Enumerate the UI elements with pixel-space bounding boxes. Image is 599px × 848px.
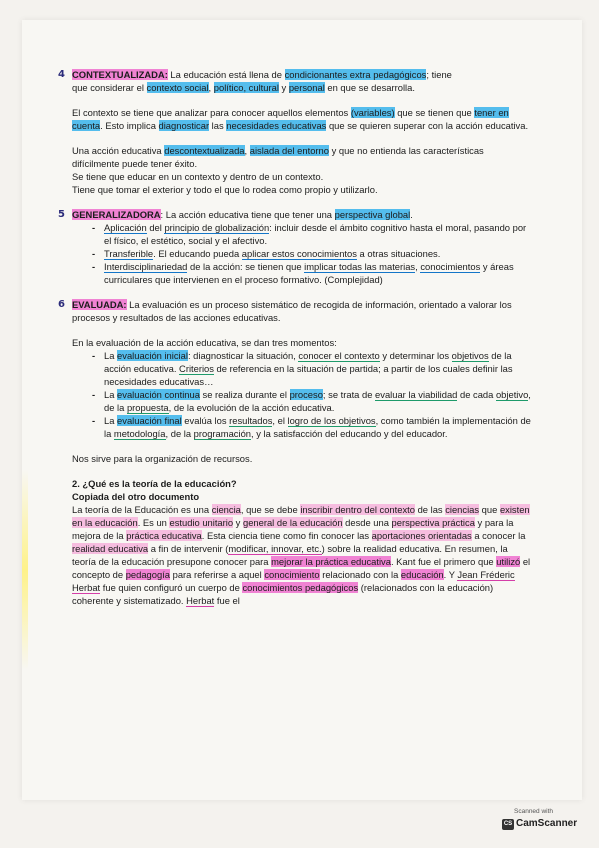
list-item: [104, 414, 532, 440]
text-segment: Una acción educativa: [72, 145, 165, 156]
text-segment: (relacionados con la educación) coherente y sistematizado.: [72, 582, 494, 606]
underlined-text: Jean Fréderic Herbat: [72, 569, 515, 593]
text-segment: y: [233, 517, 243, 528]
text-segment: y: [278, 82, 289, 93]
underlined-text: principio de globalización: [164, 222, 270, 233]
text-segment: y áreas curriculares que intervienen en el proceso formativo. (Complejidad): [104, 261, 514, 285]
list-item: [104, 247, 532, 260]
section-subheading: Copiada del otro documento: [72, 491, 200, 502]
highlighted-text: diagnosticar: [158, 120, 210, 131]
text-segment: ) sobre la realidad educativa. En resumen, la teoría de la educación presupone conocer para: [72, 543, 508, 567]
underlined-text: objetivo: [495, 389, 529, 400]
list-item: [104, 260, 532, 286]
section-line: [72, 68, 532, 81]
text-segment: de cada: [457, 389, 496, 400]
highlighted-text: condicionantes extra pedagógicos: [284, 69, 427, 80]
text-segment: : diagnosticar la situación,: [187, 350, 299, 361]
text-segment: , el: [272, 415, 288, 426]
underlined-text: objetivos: [451, 350, 489, 361]
watermark-name: CamScanner: [516, 818, 578, 829]
text-segment: , de la: [165, 428, 194, 439]
text-segment: El contexto se tiene que analizar para conocer aquellos elementos: [72, 107, 351, 118]
text-segment: La: [104, 389, 118, 400]
text-segment: a conocer la: [471, 530, 526, 541]
paragraph: Se tiene que educar en un contexto y dentro de un contexto.: [72, 171, 324, 182]
text-segment: ,: [208, 82, 214, 93]
text-segment: , que se debe: [240, 504, 301, 515]
highlighted-text: tener en cuenta: [72, 107, 509, 131]
text-segment: La: [104, 350, 118, 361]
text-segment: ,: [415, 261, 421, 272]
highlighted-text: estudio unitario: [169, 517, 234, 528]
highlighted-text: proceso: [289, 389, 323, 400]
text-segment: de las: [414, 504, 446, 515]
text-segment: , de la: [104, 389, 531, 413]
section-keyword: EVALUADA:: [72, 299, 127, 310]
text-segment: . Y: [443, 569, 458, 580]
text-segment: ,: [244, 145, 250, 156]
section-evaluada: [58, 298, 532, 324]
text-segment: en que se desarrolla.: [324, 82, 415, 93]
text-segment: que se quieren superar con la acción educativa.: [326, 120, 529, 131]
highlighted-text: mejorar la práctica educativa: [271, 556, 391, 567]
highlighted-text: evaluación inicial: [117, 350, 188, 361]
highlighted-text: educación: [400, 569, 444, 580]
text-segment: y que no entienda las características difícilmente puede tener éxito.: [72, 145, 484, 169]
section-keyword: CONTEXTUALIZADA:: [72, 69, 168, 80]
highlighted-text: perspectiva global: [334, 209, 411, 220]
paragraph: [72, 503, 532, 607]
section-line: [72, 81, 532, 94]
highlighted-text: pedagogía: [125, 569, 171, 580]
text-segment: evalúa los: [181, 415, 230, 426]
underlined-text: metodología: [113, 428, 166, 439]
underlined-text: conocimientos: [420, 261, 481, 272]
highlighted-text: evaluación final: [117, 415, 182, 426]
text-segment: relacionado con la: [319, 569, 401, 580]
camscanner-logo-icon: CS: [502, 819, 514, 830]
highlighted-text: necesidades educativas: [226, 120, 327, 131]
highlighted-text: personal: [288, 82, 325, 93]
text-segment: . Kant fue el primero que: [390, 556, 497, 567]
list-item: [104, 221, 532, 247]
camscanner-watermark: [502, 808, 582, 840]
highlighted-text: contexto social: [146, 82, 209, 93]
text-segment: La evaluación es un proceso sistemático de recogida de información, orientado a valorar los procesos y resultados de las acciones educativas.: [72, 299, 512, 323]
underlined-text: conocer el contexto: [298, 350, 380, 361]
text-segment: fue quien configuró un cuerpo de: [100, 582, 243, 593]
highlighted-text: aislada del entorno: [249, 145, 329, 156]
highlighted-text: ciencias: [445, 504, 480, 515]
underlined-text: propuesta: [126, 402, 169, 413]
underlined-text: Aplicación: [104, 222, 147, 233]
underlined-text: modificar, innovar, etc.: [228, 543, 322, 554]
underlined-text: implicar todas las materias: [304, 261, 416, 272]
text-segment: . El educando pueda: [153, 248, 242, 259]
highlighted-text: conocimientos pedagógicos: [242, 582, 359, 593]
text-segment: . Es un: [137, 517, 170, 528]
text-segment: de la acción educativa.: [104, 350, 512, 374]
highlighted-text: realidad educativa: [72, 543, 149, 554]
text-segment: La: [104, 415, 118, 426]
highlighted-text: práctica educativa: [126, 530, 202, 541]
text-segment: a fin de intervenir (: [148, 543, 229, 554]
highlighted-text: político, cultural: [213, 82, 279, 93]
highlighted-text: general de la educación: [242, 517, 343, 528]
text-segment: . Esto implica: [100, 120, 159, 131]
text-segment: : incluir desde el ámbito cognitivo hasta el moral, pasando por el físico, el estético, social y el afectivo.: [104, 222, 527, 246]
highlighted-text: (variables): [350, 107, 395, 118]
highlighted-text: ciencia: [211, 504, 241, 515]
text-segment: desde una: [342, 517, 392, 528]
highlighted-text: perspectiva práctica: [391, 517, 475, 528]
text-segment: , de la evolución de la acción educativa.: [168, 402, 335, 413]
text-segment: . Esta ciencia tiene como fin conocer las: [201, 530, 372, 541]
section-number: 5: [58, 209, 65, 220]
section-generalizadora: [58, 208, 532, 221]
text-segment: : La acción educativa tiene que tener una: [160, 209, 335, 220]
text-segment: La teoría de la Educación es una: [72, 504, 212, 515]
section-number: 4: [58, 69, 65, 80]
section-heading: 2. ¿Qué es la teoría de la educación?: [72, 478, 237, 489]
text-segment: , como también la implementación de la: [104, 415, 531, 439]
underlined-text: evaluar la viabilidad: [375, 389, 458, 400]
text-segment: las: [209, 120, 227, 131]
paragraph: En la evaluación de la acción educativa, se dan tres momentos:: [72, 337, 337, 348]
highlighted-text: evaluación continua: [117, 389, 200, 400]
section-keyword: GENERALIZADORA: [72, 209, 161, 220]
text-segment: que se tienen que: [394, 107, 475, 118]
text-segment: se realiza durante el: [199, 389, 290, 400]
underlined-text: resultados: [229, 415, 273, 426]
document-body: [58, 68, 532, 607]
text-segment: .: [410, 209, 413, 220]
text-segment: La educación está llena de: [167, 69, 285, 80]
underlined-text: Criterios: [179, 363, 214, 374]
paragraph: Tiene que tomar el exterior y todo el que lo rodea como propio y utilizarlo.: [72, 184, 378, 195]
underlined-text: Transferible: [104, 248, 154, 259]
list-item: [104, 349, 532, 388]
underlined-text: programación: [193, 428, 251, 439]
highlighted-text: conocimiento: [264, 569, 320, 580]
text-segment: a otras situaciones.: [356, 248, 441, 259]
underlined-text: Interdisciplinariedad: [104, 261, 188, 272]
paragraph: Nos sirve para la organización de recursos.: [72, 453, 253, 464]
underlined-text: Herbat: [186, 595, 215, 606]
section-intro: [72, 208, 532, 221]
text-segment: ; se trata de: [322, 389, 376, 400]
section-intro: [72, 298, 532, 324]
highlighted-text: existen en la educación: [72, 504, 530, 528]
bullet-list: [72, 349, 532, 440]
text-segment: de la acción: se tienen que: [187, 261, 305, 272]
highlighted-text: inscribir dentro del contexto: [300, 504, 415, 515]
underlined-text: aplicar estos conocimientos: [241, 248, 357, 259]
highlighted-text: aportaciones orientadas: [371, 530, 472, 541]
text-segment: del: [146, 222, 165, 233]
paragraph: [72, 106, 532, 132]
section-number: 6: [58, 299, 65, 310]
underlined-text: logro de los objetivos: [287, 415, 376, 426]
text-segment: ; tiene: [426, 69, 452, 80]
text-segment: y determinar los: [379, 350, 452, 361]
text-segment: y para la mejora de la: [72, 517, 514, 541]
text-segment: de referencia en la situación de partida; a partir de los cuales definir las necesidades educativas…: [104, 363, 513, 387]
highlighted-text: utilizó: [496, 556, 521, 567]
section-contextualizada: [58, 68, 532, 94]
text-segment: el concepto de: [72, 556, 531, 580]
text-segment: fue el: [214, 595, 240, 606]
list-item: [104, 388, 532, 414]
bullet-list: [72, 221, 532, 286]
watermark-caption: Scanned with: [514, 808, 554, 815]
margin-highlight: [22, 470, 28, 670]
highlighted-text: descontextualizada: [164, 145, 245, 156]
text-segment: que considerar el: [72, 82, 147, 93]
paragraph: [72, 144, 532, 170]
text-segment: , y la satisfacción del educando y del educador.: [251, 428, 448, 439]
text-segment: para referirse a aquel: [170, 569, 265, 580]
text-segment: que: [479, 504, 500, 515]
